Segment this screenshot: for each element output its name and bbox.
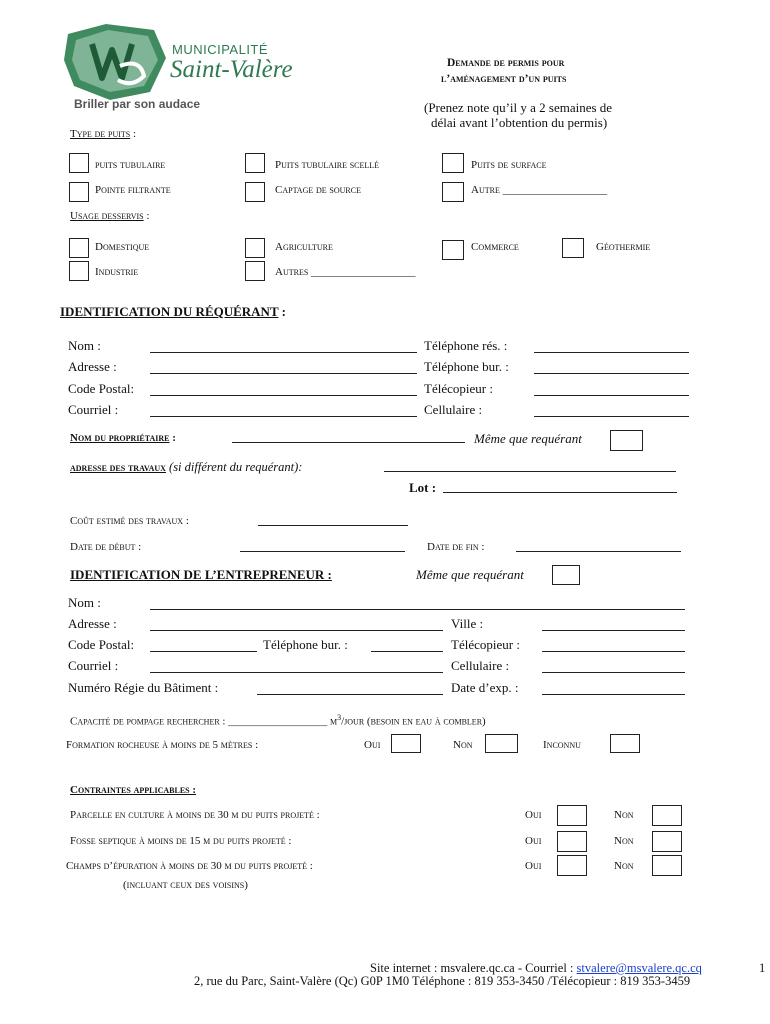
entrepreneur-date-exp-field[interactable] [542, 694, 685, 695]
capacite-label[interactable]: Capacité de pompage rechercher : __________________ $m^3$/jour (besoin en eau à combler) [70, 713, 486, 728]
logo-municipalite: MUNICIPALITÉ [172, 42, 269, 57]
requerant-nom-label: Nom : [68, 338, 101, 353]
date-fin-label: Date de fin : [427, 541, 485, 553]
entrepreneur-meme-checkbox[interactable] [552, 565, 580, 585]
entrepreneur-date-exp-label: Date d’exp. : [451, 680, 519, 695]
contrainte-champs-non-checkbox[interactable] [652, 855, 682, 876]
puits-tubulaire-label: puits tubulaire [95, 159, 166, 171]
autres-usage-checkbox[interactable] [245, 261, 265, 281]
lot-label: Lot : [409, 480, 437, 495]
autres-usage-label[interactable]: Autres ___________________ [275, 266, 416, 278]
entrepreneur-telecopieur-field[interactable] [542, 651, 685, 652]
entrepreneur-cellulaire-field[interactable] [542, 672, 685, 673]
contraintes-heading: Contraintes applicables : [70, 784, 197, 796]
logo-emblem [62, 22, 172, 102]
contrainte-note: (incluant ceux des voisins) [123, 879, 248, 891]
captage-source-label: Captage de source [275, 184, 361, 196]
agriculture-checkbox[interactable] [245, 238, 265, 258]
pointe-filtrante-checkbox[interactable] [69, 182, 89, 202]
commerce-label: Commerce [471, 241, 519, 253]
contrainte-fosse-oui-checkbox[interactable] [557, 831, 587, 852]
contrainte-parcelle-oui-checkbox[interactable] [557, 805, 587, 826]
logo-slogan: Briller par son audace [74, 97, 201, 111]
requerant-telecopieur-field[interactable] [534, 395, 689, 396]
requerant-adresse-label: Adresse : [68, 359, 117, 374]
entrepreneur-telecopieur-label: Télécopieur : [451, 637, 520, 652]
puits-surface-checkbox[interactable] [442, 153, 464, 173]
entrepreneur-courriel-field[interactable] [150, 672, 443, 673]
formation-inconnu-label: Inconnu [543, 739, 581, 751]
puits-tubulaire-scelle-checkbox[interactable] [245, 153, 265, 173]
requerant-tel-res-label: Téléphone rés. : [424, 338, 508, 353]
formation-non-label: Non [453, 739, 473, 751]
requerant-heading: IDENTIFICATION DU RÉQUÉRANT : [60, 304, 286, 319]
requerant-telecopieur-label: Télécopieur : [424, 381, 493, 396]
requerant-nom-field[interactable] [150, 352, 417, 353]
contrainte-champs-oui-checkbox[interactable] [557, 855, 587, 876]
entrepreneur-tel-bur-label: Téléphone bur. : [263, 637, 348, 652]
contrainte-fosse-label: Fosse septique à moins de 15 m du puits projeté : [70, 835, 292, 847]
autre-label[interactable]: Autre ___________________ [471, 184, 608, 196]
requerant-cellulaire-field[interactable] [534, 416, 689, 417]
entrepreneur-adresse-field[interactable] [150, 630, 443, 631]
formation-oui-checkbox[interactable] [391, 734, 421, 753]
notice-line2: délai avant l’obtention du permis) [431, 115, 608, 130]
contrainte-fosse-non-checkbox[interactable] [652, 831, 682, 852]
entrepreneur-heading: IDENTIFICATION DE L’ENTREPRENEUR : [70, 567, 332, 582]
entrepreneur-cellulaire-label: Cellulaire : [451, 658, 510, 673]
requerant-code-postal-field[interactable] [150, 395, 417, 396]
type-puits-heading: Type de puits : [70, 128, 137, 140]
notice-line1: (Prenez note qu’il y a 2 semaines de [424, 100, 613, 115]
cout-field[interactable] [258, 525, 408, 526]
requerant-cellulaire-label: Cellulaire : [424, 402, 483, 417]
requerant-tel-bur-label: Téléphone bur. : [424, 359, 509, 374]
requerant-courriel-field[interactable] [150, 416, 417, 417]
commerce-checkbox[interactable] [442, 240, 464, 260]
agriculture-label: Agriculture [275, 241, 333, 253]
entrepreneur-code-postal-label: Code Postal: [68, 637, 135, 652]
formation-label: Formation rocheuse à moins de 5 mètres : [66, 739, 259, 751]
footer-line2: 2, rue du Parc, Saint-Valère (Qc) G0P 1M0 Téléphone : 819 353-3450 /Télécopieur : 819 353-3459 [194, 974, 691, 988]
entrepreneur-ville-field[interactable] [542, 630, 685, 631]
logo-name: Saint-Valère [170, 56, 293, 83]
entrepreneur-adresse-label: Adresse : [68, 616, 117, 631]
proprietaire-meme-label: Même que requérant [474, 431, 582, 446]
domestique-label: Domestique [95, 241, 150, 253]
footer-page-number: 1 [759, 961, 766, 975]
date-debut-label: Date de début : [70, 541, 142, 553]
contrainte-fosse-non-label: Non [614, 835, 634, 847]
geothermie-checkbox[interactable] [562, 238, 584, 258]
form-title-line2: l’aménagement d’un puits [441, 73, 567, 85]
entrepreneur-regie-field[interactable] [257, 694, 443, 695]
contrainte-parcelle-non-checkbox[interactable] [652, 805, 682, 826]
contrainte-champs-label: Champs d’épuration à moins de 30 m du puits projeté : [66, 860, 313, 872]
entrepreneur-courriel-label: Courriel : [68, 658, 119, 673]
geothermie-label: Géothermie [596, 241, 651, 253]
puits-surface-label: Puits de surface [471, 159, 547, 171]
entrepreneur-nom-field[interactable] [150, 609, 685, 610]
proprietaire-meme-checkbox[interactable] [610, 430, 643, 451]
entrepreneur-tel-bur-field[interactable] [371, 651, 443, 652]
captage-source-checkbox[interactable] [245, 182, 265, 202]
contrainte-champs-oui-label: Oui [525, 860, 542, 872]
domestique-checkbox[interactable] [69, 238, 89, 258]
entrepreneur-ville-label: Ville : [451, 616, 484, 631]
contrainte-parcelle-non-label: Non [614, 809, 634, 821]
proprietaire-field[interactable] [232, 442, 465, 443]
contrainte-fosse-oui-label: Oui [525, 835, 542, 847]
entrepreneur-regie-label: Numéro Régie du Bâtiment : [68, 680, 219, 695]
proprietaire-label: Nom du propriétaire : [70, 432, 176, 444]
entrepreneur-code-postal-field[interactable] [150, 651, 257, 652]
date-debut-field[interactable] [240, 551, 405, 552]
adresse-travaux-label: adresse des travaux (si différent du requérant): [70, 460, 303, 474]
adresse-travaux-field[interactable] [384, 471, 676, 472]
entrepreneur-meme-label: Même que requérant [416, 567, 524, 582]
footer-line1: Site internet : msvalere.qc.ca - Courriel : stvalere@msvalere.qc.cq [370, 961, 702, 975]
autre-checkbox[interactable] [442, 182, 464, 202]
requerant-tel-res-field[interactable] [534, 352, 689, 353]
municipality-logo [62, 22, 342, 117]
lot-field[interactable] [443, 492, 677, 493]
requerant-adresse-field[interactable] [150, 373, 417, 374]
cout-label: Coût estimé des travaux : [70, 515, 189, 527]
pointe-filtrante-label: Pointe filtrante [95, 184, 171, 196]
puits-tubulaire-checkbox[interactable] [69, 153, 89, 173]
date-fin-field[interactable] [516, 551, 681, 552]
formation-inconnu-checkbox[interactable] [610, 734, 640, 753]
form-title-line1: Demande de permis pour [447, 57, 565, 69]
formation-non-checkbox[interactable] [485, 734, 518, 753]
requerant-tel-bur-field[interactable] [534, 373, 689, 374]
puits-tubulaire-scelle-label: Puits tubulaire scellé [275, 159, 380, 171]
usage-heading: Usage desservis : [70, 210, 150, 222]
requerant-courriel-label: Courriel : [68, 402, 119, 417]
requerant-code-postal-label: Code Postal: [68, 381, 135, 396]
contrainte-champs-non-label: Non [614, 860, 634, 872]
footer-email-link[interactable]: stvalere@msvalere.qc.cq [576, 961, 702, 975]
entrepreneur-nom-label: Nom : [68, 595, 101, 610]
contrainte-parcelle-label: Parcelle en culture à moins de 30 m du puits projeté : [70, 809, 320, 821]
contrainte-parcelle-oui-label: Oui [525, 809, 542, 821]
industrie-label: Industrie [95, 266, 139, 278]
industrie-checkbox[interactable] [69, 261, 89, 281]
formation-oui-label: Oui [364, 739, 381, 751]
